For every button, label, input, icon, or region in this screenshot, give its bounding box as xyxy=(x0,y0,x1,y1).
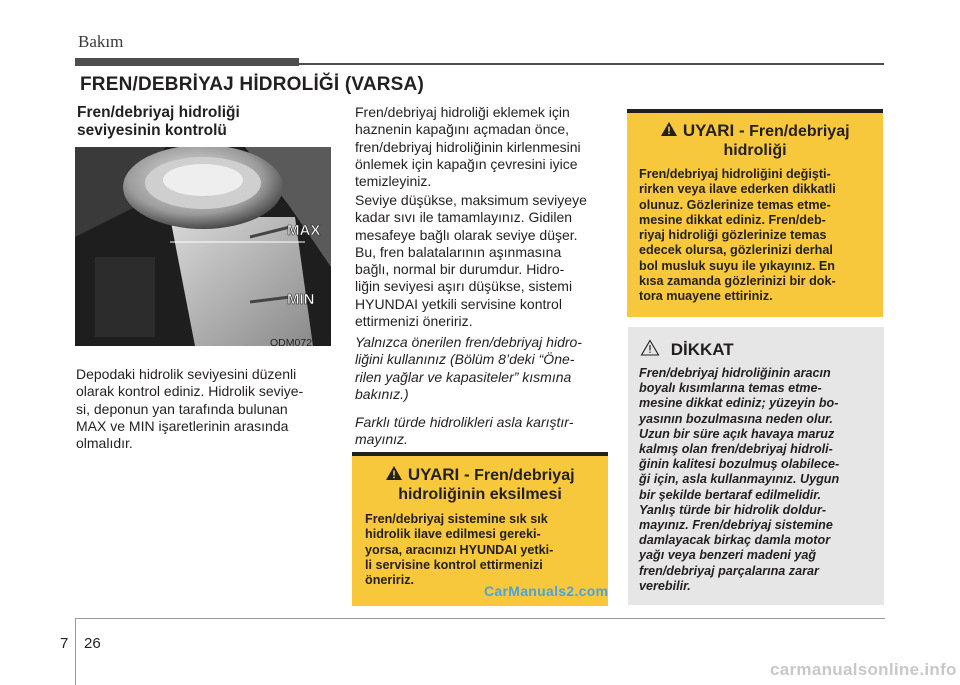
text-line: fren/debriyaj hidroliğinin kirlenmesini xyxy=(355,138,581,155)
text-line: Fren/debriyaj hidroliğinin aracın xyxy=(639,366,831,380)
text-line: haznenin kapağını açmadan önce, xyxy=(355,121,570,138)
text-line: Seviye düşükse, maksimum seviyeye xyxy=(355,192,587,208)
text-line: Yanlış türde bir hidrolik doldur- xyxy=(639,502,827,517)
warning-body xyxy=(365,512,596,588)
footer-divider xyxy=(75,618,76,685)
watermark-link[interactable]: CarManuals2.com xyxy=(484,583,609,599)
text-line: olarak kontrol ediniz. Hidrolik seviye- xyxy=(76,383,304,400)
text-line: HYUNDAI yetkili servisine kontrol xyxy=(355,295,562,312)
text-line: MAX ve MIN işaretlerinin arasında xyxy=(76,417,289,434)
notice-heading xyxy=(640,339,884,360)
text-line: mayınız. Fren/debriyaj sistemine xyxy=(639,518,833,533)
text-line: tora muayene ettiriniz. xyxy=(639,289,773,304)
text-line: Fren/debriyaj hidroliği eklemek için xyxy=(355,104,570,120)
text-line: mesafeye bağlı olarak seviye düşer. xyxy=(355,226,578,243)
text-line: fren/debriyaj parçalarına zarar xyxy=(639,563,819,578)
reservoir-photo xyxy=(75,147,331,346)
header-rule xyxy=(299,63,884,65)
footer-rule xyxy=(75,618,885,619)
warning-title-line-1: Fren/debriyaj xyxy=(474,467,575,484)
section-title: FREN/DEBRİYAJ HİDROLİĞİ (VARSA) xyxy=(80,74,425,95)
reservoir-illustration xyxy=(75,147,331,346)
text-line: verebilir. xyxy=(639,578,691,593)
notice-title: DİKKAT xyxy=(670,340,734,359)
col2-para-3 xyxy=(355,334,607,403)
text-line: Fren/debriyaj sistemine sık sık xyxy=(365,512,548,526)
text-line: olmalıdır. xyxy=(76,435,133,452)
chapter-number: 7 xyxy=(60,635,69,652)
notice-body xyxy=(639,366,872,594)
text-line: Yalnızca önerilen fren/debriyaj hidro- xyxy=(355,334,582,350)
text-line: kısa zamanda gözlerinizi bir dok- xyxy=(639,274,836,289)
text-line: riyaj hidroliği gözlerinize temas xyxy=(639,228,827,243)
warning-heading xyxy=(352,465,608,504)
subsection-heading xyxy=(77,104,327,140)
header-bar xyxy=(75,58,299,66)
text-line: ği için, asla kullanmayınız. Uygun xyxy=(639,472,840,487)
warning-triangle-icon xyxy=(385,465,403,481)
col2-para-2 xyxy=(355,192,607,330)
col1-body xyxy=(76,366,328,452)
text-line: bakınız.) xyxy=(355,385,409,402)
photo-max-label: MAX xyxy=(287,222,321,239)
text-line: önlemek için kapağın çevresini iyice xyxy=(355,155,578,172)
text-line: liğin seviyesi aşırı düşükse, sistemi xyxy=(355,278,573,295)
warning-heading xyxy=(627,121,883,160)
text-line: ettirmenizi öneririz. xyxy=(355,313,473,330)
text-line: damlayacak birkaç damla motor xyxy=(639,533,831,548)
text-line: hidrolik ilave edilmesi gereki- xyxy=(365,527,541,542)
text-line: ğinin kalitesi bozulmuş olabilece- xyxy=(639,457,840,472)
caution-triangle-icon xyxy=(640,339,660,356)
warning-body xyxy=(639,167,871,305)
col2-para-1 xyxy=(355,104,607,190)
text-line: Uzun bir süre açık havaya maruz xyxy=(639,426,835,441)
photo-min-label: MIN xyxy=(287,291,315,308)
text-line: bir şekilde bertaraf edilmelidir. xyxy=(639,487,821,502)
text-line: boyalı kısımlarına temas etme- xyxy=(639,381,822,396)
text-line: olunuz. Gözlerinize temas etme- xyxy=(639,197,831,212)
text-line: rilen yağlar ve kapasiteler” kısmına xyxy=(355,368,572,385)
notice-box xyxy=(628,327,884,605)
subhead-line-2: seviyesinin kontrolü xyxy=(77,122,227,139)
text-line: rirken veya ilave ederken dikkatli xyxy=(639,182,836,197)
warning-title-line-2: hidroliği xyxy=(723,142,787,159)
text-line: Fren/debriyaj hidroliğini değişti- xyxy=(639,167,831,181)
text-line: Bu, fren balatalarının aşınmasına xyxy=(355,243,562,260)
text-line: kalmış olan fren/debriyaj hidroli- xyxy=(639,442,833,457)
text-line: bağlı, normal bir durumdur. Hidro- xyxy=(355,261,565,278)
text-line: liğini kullanınız (Bölüm 8’deki “Öne- xyxy=(355,351,575,368)
text-line: öneririz. xyxy=(365,573,414,588)
text-line: mayınız. xyxy=(355,431,408,448)
warning-box-fluid xyxy=(627,109,883,317)
warning-label: UYARI - xyxy=(682,121,745,140)
text-line: bol musluk suyu ile yıkayınız. En xyxy=(639,258,835,273)
text-line: temizleyiniz. xyxy=(355,173,432,190)
page-header-title: Bakım xyxy=(78,32,124,51)
text-line: mesine dikkat ediniz. Fren/deb- xyxy=(639,212,826,227)
warning-title-line-2: hidroliğinin eksilmesi xyxy=(398,486,562,503)
warning-triangle-icon xyxy=(660,121,678,137)
text-line: mesine dikkat ediniz; yüzeyin bo- xyxy=(639,396,839,411)
text-line: yorsa, aracınızı HYUNDAI yetki- xyxy=(365,542,554,557)
watermark-site[interactable]: carmanualsonline.info xyxy=(770,660,957,679)
text-line: edecek olursa, gözlerinizi derhal xyxy=(639,243,833,258)
text-line: yasının bozulmasına neden olur. xyxy=(639,411,833,426)
text-line: Depodaki hidrolik seviyesini düzenli xyxy=(76,366,297,382)
text-line: yağı veya benzeri madeni yağ xyxy=(639,548,817,563)
subhead-line-1: Fren/debriyaj hidroliği xyxy=(77,104,240,121)
text-line: li servisine kontrol ettirmenizi xyxy=(365,557,543,572)
warning-title-line-1: Fren/debriyaj xyxy=(749,123,850,140)
photo-code: ODM072009 xyxy=(270,337,330,349)
text-line: si, deponun yan tarafında bulunan xyxy=(76,400,288,417)
page-number: 26 xyxy=(84,635,101,652)
text-line: Farklı türde hidrolikleri asla karıştır- xyxy=(355,414,574,430)
text-line: kadar sıvı ile tamamlayınız. Gidilen xyxy=(355,209,573,226)
warning-label: UYARI - xyxy=(407,465,470,484)
col2-para-4 xyxy=(355,414,607,449)
